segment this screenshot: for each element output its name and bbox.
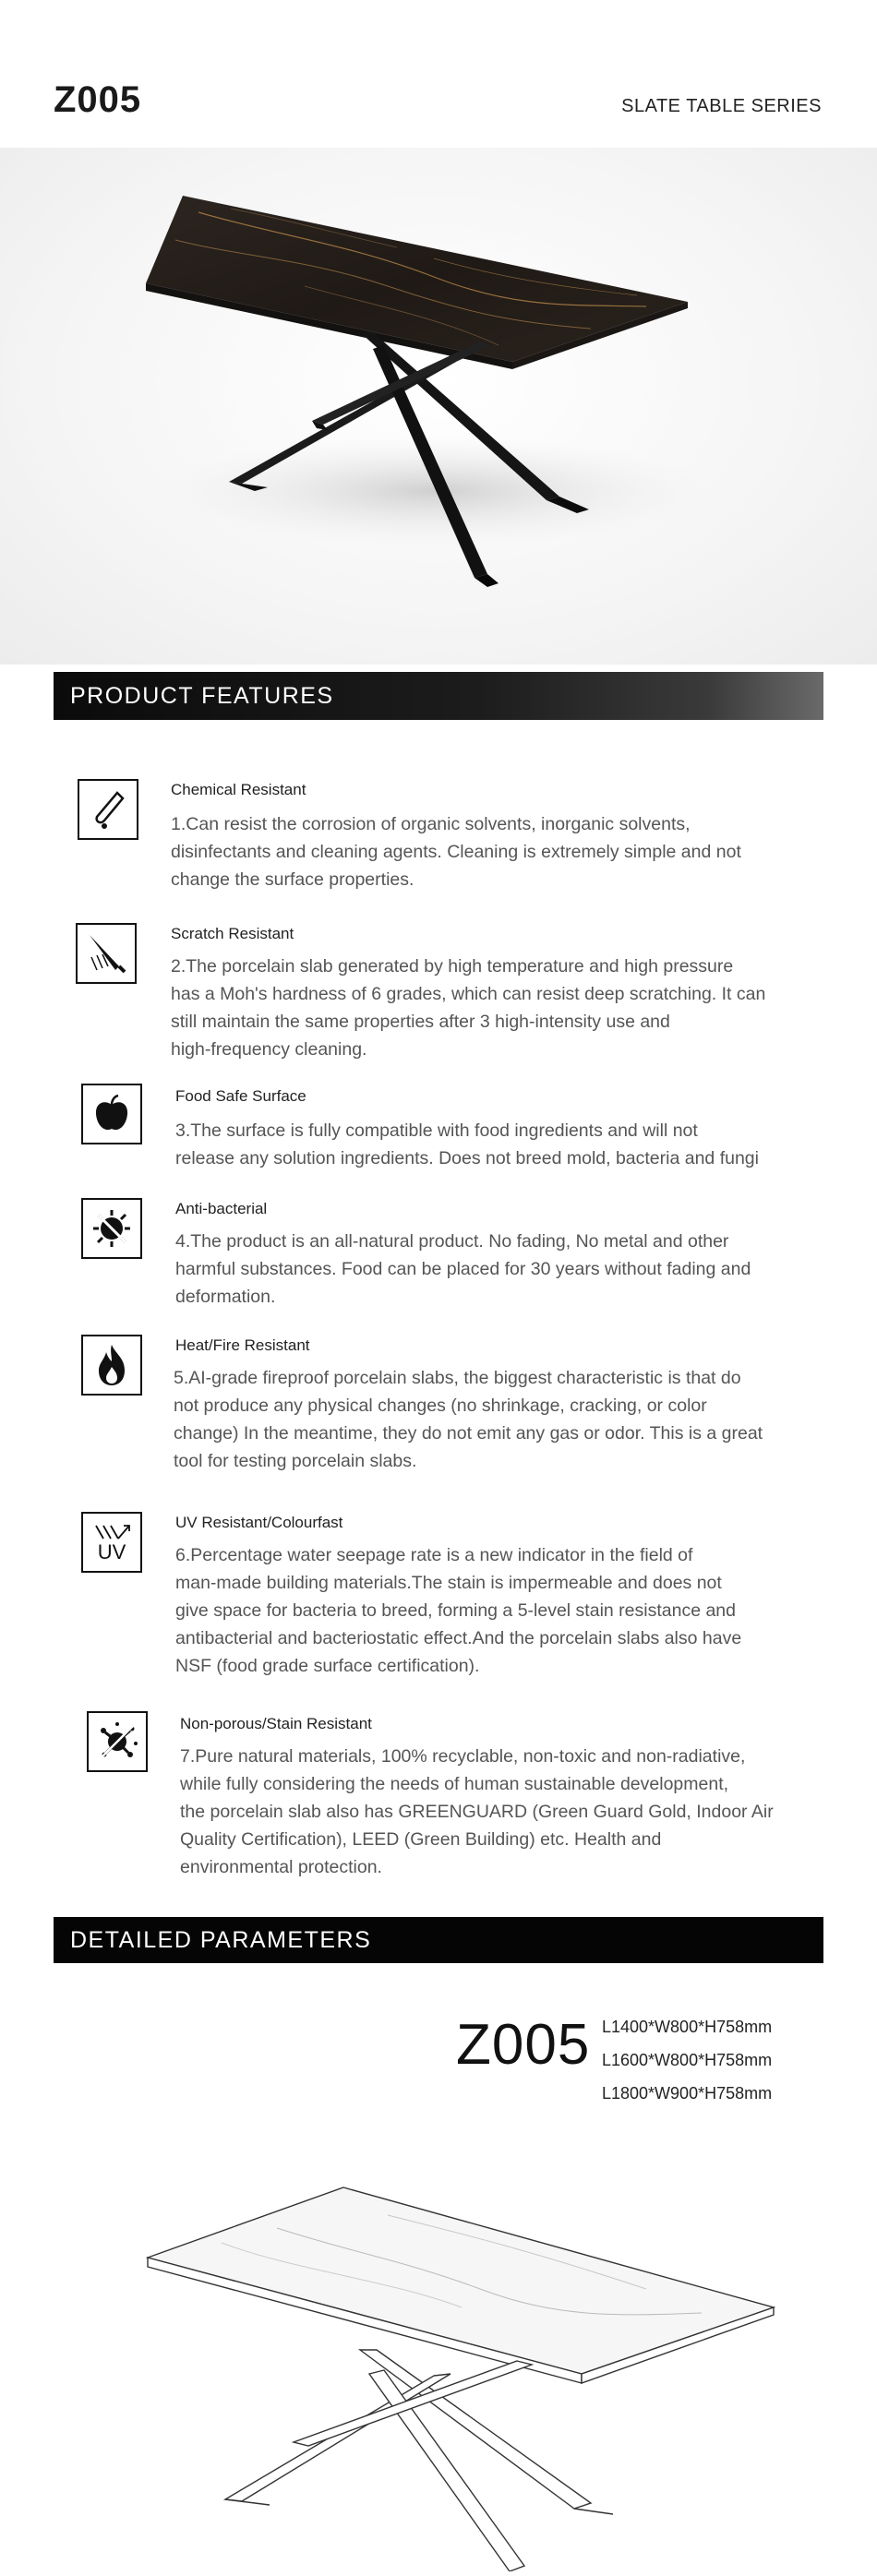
- product-hero-image: [0, 148, 877, 665]
- feature-description: 4.The product is an all-natural product. No fading, No metal and other harmful substances. Food can be placed for 30 years without fading and deformation.: [175, 1231, 751, 1307]
- uv-icon: [81, 1512, 142, 1573]
- feature-title: Anti-bacterial: [175, 1200, 268, 1217]
- feature-title: Food Safe Surface: [175, 1087, 306, 1105]
- feature-title: Scratch Resistant: [171, 925, 294, 942]
- flame-icon: [81, 1335, 142, 1396]
- feature-description: 7.Pure natural materials, 100% recyclable, non-toxic and non-radiative, while fully considering the needs of human sustainable development, the porcelain slab also has GREENGUARD (Green Guard Gold, Indoor Air Quality Certification), LEED (Green Building) etc. Health and environmental protection.: [180, 1746, 774, 1877]
- product-features-heading: PRODUCT FEATURES: [54, 672, 823, 720]
- product-model-title: Z005: [54, 79, 142, 120]
- chemical-drop-icon: [78, 779, 138, 840]
- feature-description: 1.Can resist the corrosion of organic solvents, inorganic solvents, disinfectants and cleaning agents. Cleaning is extremely simple and not change the surface properties.: [171, 814, 741, 890]
- dimension-option: L1400*W800*H758mm: [602, 2018, 773, 2036]
- feature-description: 2.The porcelain slab generated by high temperature and high pressure has a Moh's hardness of 6 grades, which can resist deep scratching. It can still maintain the same properties after 3 high-intensity use and high-frequency cleaning.: [171, 956, 766, 1060]
- feature-title: Chemical Resistant: [171, 781, 306, 798]
- table-sketch-illustration: [0, 2132, 877, 2571]
- feature-title: Non-porous/Stain Resistant: [180, 1715, 372, 1732]
- feature-description: 3.The surface is fully compatible with food ingredients and will not release any solution ingredients. Does not breed mold, bacteria and fungi: [175, 1120, 759, 1168]
- feature-title: Heat/Fire Resistant: [175, 1336, 310, 1354]
- dining-table-illustration: [0, 148, 877, 665]
- uv-icon-text: UV: [97, 1540, 126, 1564]
- knife-scratch-icon: [76, 923, 137, 984]
- feature-title: UV Resistant/Colourfast: [175, 1514, 343, 1531]
- detailed-parameters-heading: DETAILED PARAMETERS: [54, 1917, 823, 1963]
- dimension-option: L1800*W900*H758mm: [602, 2084, 773, 2103]
- parameters-model-code: Z005: [456, 2013, 591, 2077]
- apple-icon: [81, 1084, 142, 1144]
- stain-splash-icon: [87, 1711, 148, 1772]
- bacteria-crossed-icon: [81, 1198, 142, 1259]
- feature-description: 6.Percentage water seepage rate is a new indicator in the field of man-made building materials.The stain is impermeable and does not give space for bacteria to breed, forming a 5-level stain resistance and antibacterial and bacteriostatic effect.And the porcelain slabs also have NSF (food grade surface certification).: [175, 1545, 742, 1676]
- feature-description: 5.AI-grade fireproof porcelain slabs, the biggest characteristic is that do not produce any physical changes (no shrinkage, cracking, or color change) In the meantime, they do not emit any gas or odor. This is a great tool for testing porcelain slabs.: [174, 1368, 763, 1471]
- dimension-option: L1600*W800*H758mm: [602, 2051, 773, 2069]
- table-line-drawing: [0, 2132, 877, 2571]
- series-label: SLATE TABLE SERIES: [621, 96, 822, 116]
